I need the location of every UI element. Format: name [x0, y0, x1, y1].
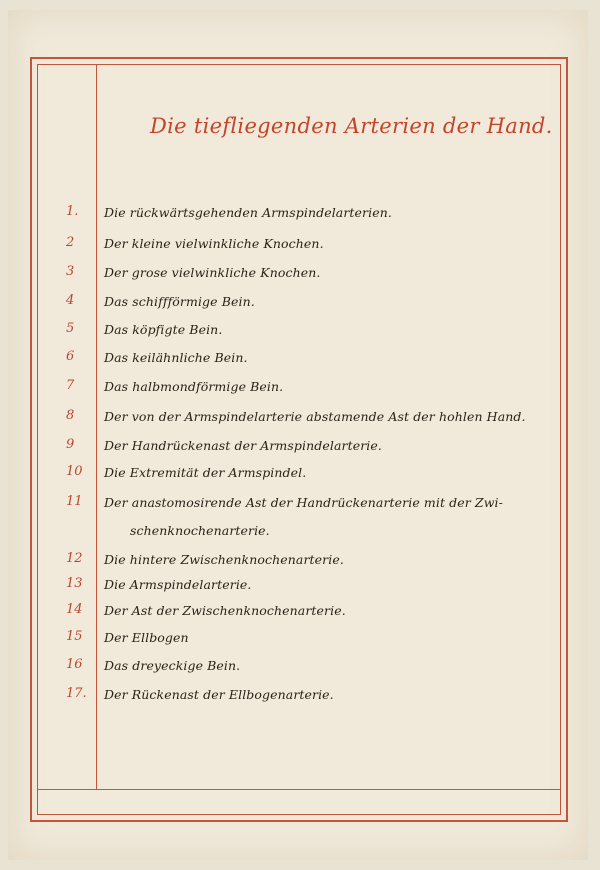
- entry-number: 3: [66, 264, 75, 279]
- entry-number: 1.: [66, 204, 79, 219]
- entry-text: Der kleine vielwinkliche Knochen.: [104, 236, 324, 251]
- entry-number: 11: [66, 494, 83, 509]
- margin-rule: [96, 64, 97, 789]
- entry-text: Das dreyeckige Bein.: [104, 658, 241, 673]
- entry-number: 12: [66, 551, 83, 566]
- entry-number: 13: [66, 576, 83, 591]
- entry-number: 2: [66, 235, 75, 250]
- entry-continuation: schenknochenarterie.: [130, 523, 270, 538]
- entry-text: Die rückwärtsgehenden Armspindelarterien.: [104, 205, 392, 220]
- entry-text: Die hintere Zwischenknochenarterie.: [104, 552, 344, 567]
- entry-number: 16: [66, 657, 83, 672]
- entry-text: Die Extremität der Armspindel.: [104, 465, 307, 480]
- entry-number: 17.: [66, 686, 87, 701]
- entry-text: Die Armspindelarterie.: [104, 577, 252, 592]
- entry-number: 15: [66, 629, 83, 644]
- bottom-rule: [37, 789, 561, 790]
- entry-number: 7: [66, 378, 75, 393]
- entry-text: Das schiffförmige Bein.: [104, 294, 255, 309]
- entry-text: Das halbmondförmige Bein.: [104, 379, 284, 394]
- entry-number: 8: [66, 408, 75, 423]
- entry-text: Das keilähnliche Bein.: [104, 350, 248, 365]
- page-title: Die tiefliegenden Arterien der Hand.: [150, 114, 553, 138]
- entry-text: Der anastomosirende Ast der Handrückenarterie mit der Zwi-: [104, 495, 503, 510]
- entry-text: Der grose vielwinkliche Knochen.: [104, 265, 321, 280]
- entry-number: 10: [66, 464, 83, 479]
- entry-text: Der Ast der Zwischenknochenarterie.: [104, 603, 346, 618]
- entry-text: Der Rückenast der Ellbogenarterie.: [104, 687, 334, 702]
- entry-number: 14: [66, 602, 83, 617]
- entry-number: 9: [66, 437, 75, 452]
- entry-text: Der Ellbogen: [104, 630, 189, 645]
- entry-number: 6: [66, 349, 75, 364]
- entry-number: 4: [66, 293, 75, 308]
- entry-text: Das köpfigte Bein.: [104, 322, 223, 337]
- entry-text: Der Handrückenast der Armspindelarterie.: [104, 438, 382, 453]
- entry-number: 5: [66, 321, 75, 336]
- entry-text: Der von der Armspindelarterie abstamende Ast der hohlen Hand.: [104, 409, 526, 424]
